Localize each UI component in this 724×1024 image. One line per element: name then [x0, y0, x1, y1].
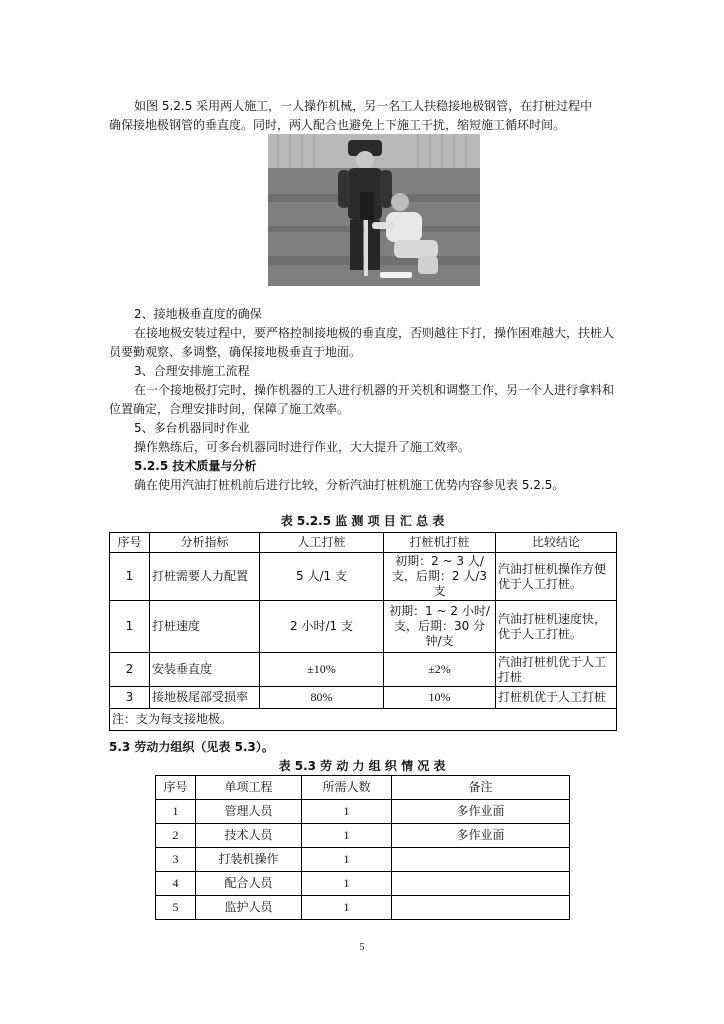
page-number: 5 [359, 942, 365, 953]
table-cell: 汽油打桩机操作方便优于人工打桩。 [496, 553, 617, 601]
header-machine: 打桩机打桩 [384, 533, 496, 553]
table-note-row [110, 709, 617, 731]
table-header-row [156, 776, 570, 800]
table-header-row [110, 533, 617, 553]
table-cell: 1 [302, 824, 392, 848]
table-cell: 配合人员 [196, 872, 302, 896]
table-cell: 安装垂直度 [150, 653, 260, 687]
section-5-heading: 5、多台机器同时作业 [134, 421, 250, 435]
table-cell: 打桩需要人力配置 [150, 553, 260, 601]
table-cell [392, 848, 570, 872]
intro-line-2: 确保接地极钢管的垂直度。同时，两人配合也避免上下施工干扰，缩短施工循环时间。 [109, 118, 566, 132]
table-cell: 2 [110, 653, 150, 687]
table-cell: 1 [110, 553, 150, 601]
table-cell: 多作业面 [392, 824, 570, 848]
table-cell: 1 [156, 800, 196, 824]
table-cell: ±2% [384, 653, 496, 687]
table-cell [392, 872, 570, 896]
table-cell: ±10% [260, 653, 384, 687]
table-cell: 3 [110, 687, 150, 709]
header-manual: 人工打桩 [260, 533, 384, 553]
header-conclusion: 比较结论 [496, 533, 617, 553]
table-cell: 汽油打桩机优于人工打桩 [496, 653, 617, 687]
table-row [156, 896, 570, 920]
table-cell: 1 [110, 601, 150, 653]
intro-line-1: 如图 5.2.5 采用两人施工，一人操作机械，另一名工人扶稳接地极钢管，在打桩过程中 [134, 99, 593, 113]
table-cell: 1 [302, 848, 392, 872]
table-cell: 1 [302, 896, 392, 920]
table-cell: 汽油打桩机速度快，优于人工打桩。 [496, 601, 617, 653]
table-cell: 管理人员 [196, 800, 302, 824]
section-2-heading: 2、接地极垂直度的确保 [134, 307, 262, 321]
table-note: 注：支为每支接地极。 [110, 709, 617, 731]
table-cell [392, 896, 570, 920]
monitoring-summary-table [109, 532, 617, 731]
table-cell: 5 人/1 支 [260, 553, 384, 601]
table-row [156, 824, 570, 848]
section-2-body: 在接地极安装过程中，要严格控制接地极的垂直度，否则越往下打，操作困难越大，扶桩人员要勤观察、多调整，确保接地极垂直于地面。 [109, 326, 615, 359]
section-525-heading: 5.2.5 技术质量与分析 [134, 459, 257, 473]
construction-photo [268, 134, 480, 286]
table-row [156, 872, 570, 896]
photo-illustration [268, 134, 480, 286]
table-cell: 2 小时/1 支 [260, 601, 384, 653]
table-cell: 技术人员 [196, 824, 302, 848]
header-count: 所需人数 [302, 776, 392, 800]
table-cell: 1 [302, 872, 392, 896]
table-cell: 4 [156, 872, 196, 896]
table-5-3-caption: 表 5.3 劳 动 力 组 织 情 况 表 [278, 759, 446, 773]
labor-organization-table [155, 775, 570, 920]
table-cell: 3 [156, 848, 196, 872]
table-cell: 1 [302, 800, 392, 824]
header-index: 序号 [110, 533, 150, 553]
header-index: 序号 [156, 776, 196, 800]
table-cell: 多作业面 [392, 800, 570, 824]
table-cell: 10% [384, 687, 496, 709]
table-cell: 监护人员 [196, 896, 302, 920]
table-row [156, 800, 570, 824]
section-3-heading: 3、合理安排施工流程 [134, 364, 250, 378]
header-item: 单项工程 [196, 776, 302, 800]
header-remarks: 备注 [392, 776, 570, 800]
section-525-body: 确在使用汽油打桩机前后进行比较，分析汽油打桩机施工优势内容参见表 5.2.5。 [134, 478, 565, 492]
table-row [110, 653, 617, 687]
table-cell: 接地极尾部受损率 [150, 687, 260, 709]
table-cell: 初期：2 ~ 3 人/支，后期：2 人/3 支 [384, 553, 496, 601]
table-row [110, 601, 617, 653]
section-5-3-heading: 5.3 劳动力组织（见表 5.3）。 [109, 740, 274, 754]
table-cell: 打桩机优于人工打桩 [496, 687, 617, 709]
header-metric: 分析指标 [150, 533, 260, 553]
section-5-body: 操作熟练后，可多台机器同时进行作业，大大提升了施工效率。 [134, 440, 471, 454]
section-3-body: 在一个接地极打完时，操作机器的工人进行机器的开关机和调整工作，另一个人进行拿料和位置确定，合理安排时间，保障了施工效率。 [109, 383, 615, 416]
table-cell: 打装机操作 [196, 848, 302, 872]
table-row [110, 553, 617, 601]
table-row [110, 687, 617, 709]
table-cell: 5 [156, 896, 196, 920]
table-cell: 80% [260, 687, 384, 709]
table-5-2-5-caption: 表 5.2.5 监 测 项 目 汇 总 表 [280, 514, 445, 528]
table-cell: 初期：1 ~ 2 小时/支，后期：30 分钟/支 [384, 601, 496, 653]
table-cell: 2 [156, 824, 196, 848]
table-row [156, 848, 570, 872]
table-cell: 打桩速度 [150, 601, 260, 653]
